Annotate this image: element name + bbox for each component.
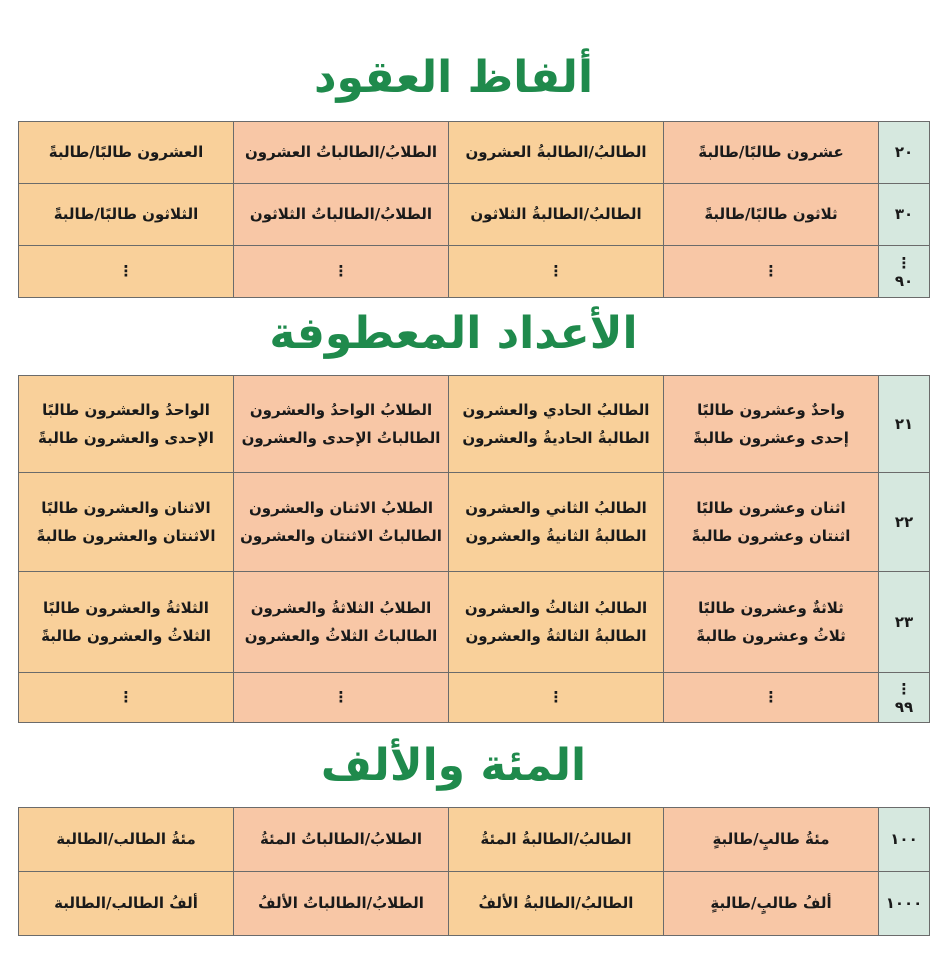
cell-plural-ordinal: الطلابُ/الطالباتُ المئةُ xyxy=(234,808,449,872)
feminine-line: الطالبةُ الثانيةُ والعشرون xyxy=(465,527,647,545)
feminine-line: الطالبةُ الثالثةُ والعشرون xyxy=(465,627,647,645)
ellipsis-cell: ⋮ xyxy=(449,246,664,298)
row-number-value: ٩٩ xyxy=(894,697,914,716)
cell-plural-ordinal: الطلابُ/الطالباتُ الألفُ xyxy=(234,872,449,936)
ellipsis-cell: ⋮ xyxy=(19,246,234,298)
cell-plural-ordinal xyxy=(234,376,449,473)
masculine-line: اثنان وعشرون طالبًا xyxy=(696,498,846,517)
decades-table xyxy=(18,121,930,298)
hundred-thousand-table xyxy=(18,807,930,936)
cell-ordinal: الطالبُ/الطالبةُ الثلاثون xyxy=(449,184,664,246)
row-number: ٢٣ xyxy=(879,572,930,673)
table-row xyxy=(19,872,930,936)
ellipsis-cell: ⋮ xyxy=(234,673,449,723)
cell-ordinal xyxy=(449,572,664,673)
cell-definite-number xyxy=(19,376,234,473)
row-number: ٢٢ xyxy=(879,473,930,572)
cell-ordinal xyxy=(449,473,664,572)
masculine-line: الاثنان والعشرون طالبًا xyxy=(41,498,211,517)
row-number-value: ٩٠ xyxy=(894,271,914,290)
cell-plural-ordinal: الطلابُ/الطالباتُ الثلاثون xyxy=(234,184,449,246)
feminine-line: الثلاثُ والعشرون طالبةً xyxy=(41,627,211,645)
cell-number-noun: ألفُ طالبٍ/طالبةٍ xyxy=(664,872,879,936)
table-row xyxy=(19,122,930,184)
masculine-line: الواحدُ والعشرون طالبًا xyxy=(42,400,210,419)
cell-ordinal: الطالبُ/الطالبةُ الألفُ xyxy=(449,872,664,936)
masculine-line: الطلابُ الثلاثةُ والعشرون xyxy=(250,598,432,617)
row-number: ٢٠ xyxy=(879,122,930,184)
row-number xyxy=(879,246,930,298)
cell-plural-ordinal xyxy=(234,473,449,572)
ellipsis-cell: ⋮ xyxy=(664,246,879,298)
table-row xyxy=(19,572,930,673)
cell-definite-number: ألفُ الطالب/الطالبة xyxy=(19,872,234,936)
table-row xyxy=(19,673,930,723)
cell-definite-number: مئةُ الطالب/الطالبة xyxy=(19,808,234,872)
feminine-line: الطالباتُ الاثنتان والعشرون xyxy=(240,527,442,545)
row-number: ١٠٠٠ xyxy=(879,872,930,936)
cell-ordinal: الطالبُ/الطالبةُ المئةُ xyxy=(449,808,664,872)
compound-table xyxy=(18,375,930,723)
masculine-line: واحدٌ وعشرون طالبًا xyxy=(697,400,845,419)
ellipsis-cell: ⋮ xyxy=(234,246,449,298)
masculine-line: الطلابُ الاثنان والعشرون xyxy=(248,498,434,517)
row-number: ١٠٠ xyxy=(879,808,930,872)
cell-number-noun xyxy=(664,473,879,572)
ellipsis-cell: ⋮ xyxy=(664,673,879,723)
ellipsis-mark: ⋮ xyxy=(896,679,912,698)
table-row xyxy=(19,376,930,473)
cell-definite-number xyxy=(19,473,234,572)
feminine-line: الطالباتُ الثلاثُ والعشرون xyxy=(244,627,438,645)
cell-ordinal: الطالبُ/الطالبةُ العشرون xyxy=(449,122,664,184)
section-title-compound: الأعداد المعطوفة xyxy=(269,308,638,359)
feminine-line: الطالبةُ الحاديةُ والعشرون xyxy=(462,429,650,447)
masculine-line: الطالبُ الثاني والعشرون xyxy=(465,498,647,517)
masculine-line: الطالبُ الثالثُ والعشرون xyxy=(464,598,648,617)
cell-plural-ordinal: الطلابُ/الطالباتُ العشرون xyxy=(234,122,449,184)
masculine-line: ثلاثةٌ وعشرون طالبًا xyxy=(698,598,844,617)
ellipsis-cell: ⋮ xyxy=(449,673,664,723)
cell-definite-number: العشرون طالبًا/طالبةً xyxy=(19,122,234,184)
cell-plural-ordinal xyxy=(234,572,449,673)
feminine-line: الطالباتُ الإحدى والعشرون xyxy=(241,429,441,447)
masculine-line: الثلاثةُ والعشرون طالبًا xyxy=(43,598,209,617)
cell-number-noun xyxy=(664,376,879,473)
section-title-decades: ألفاظ العقود xyxy=(313,52,594,103)
feminine-line: إحدى وعشرون طالبةً xyxy=(693,429,849,447)
cell-number-noun: مئةُ طالبٍ/طالبةٍ xyxy=(664,808,879,872)
feminine-line: الاثنتان والعشرون طالبةً xyxy=(36,527,216,545)
ellipsis-cell: ⋮ xyxy=(19,673,234,723)
section-title-hundred-thousand: المئة والألف xyxy=(320,740,587,791)
table-row xyxy=(19,184,930,246)
row-number: ٢١ xyxy=(879,376,930,473)
feminine-line: الإحدى والعشرون طالبةً xyxy=(38,429,214,447)
cell-number-noun: عشرون طالبًا/طالبةً xyxy=(664,122,879,184)
masculine-line: الطالبُ الحادي والعشرون xyxy=(462,400,650,419)
cell-ordinal xyxy=(449,376,664,473)
masculine-line: الطلابُ الواحدُ والعشرون xyxy=(249,400,433,419)
row-number: ٣٠ xyxy=(879,184,930,246)
row-number xyxy=(879,673,930,723)
table-row xyxy=(19,473,930,572)
cell-number-noun: ثلاثون طالبًا/طالبةً xyxy=(664,184,879,246)
table-row xyxy=(19,246,930,298)
feminine-line: اثنتان وعشرون طالبةً xyxy=(691,527,851,545)
table-row xyxy=(19,808,930,872)
ellipsis-mark: ⋮ xyxy=(896,253,912,272)
cell-number-noun xyxy=(664,572,879,673)
cell-definite-number: الثلاثون طالبًا/طالبةً xyxy=(19,184,234,246)
feminine-line: ثلاثُ وعشرون طالبةً xyxy=(696,627,846,645)
cell-definite-number xyxy=(19,572,234,673)
